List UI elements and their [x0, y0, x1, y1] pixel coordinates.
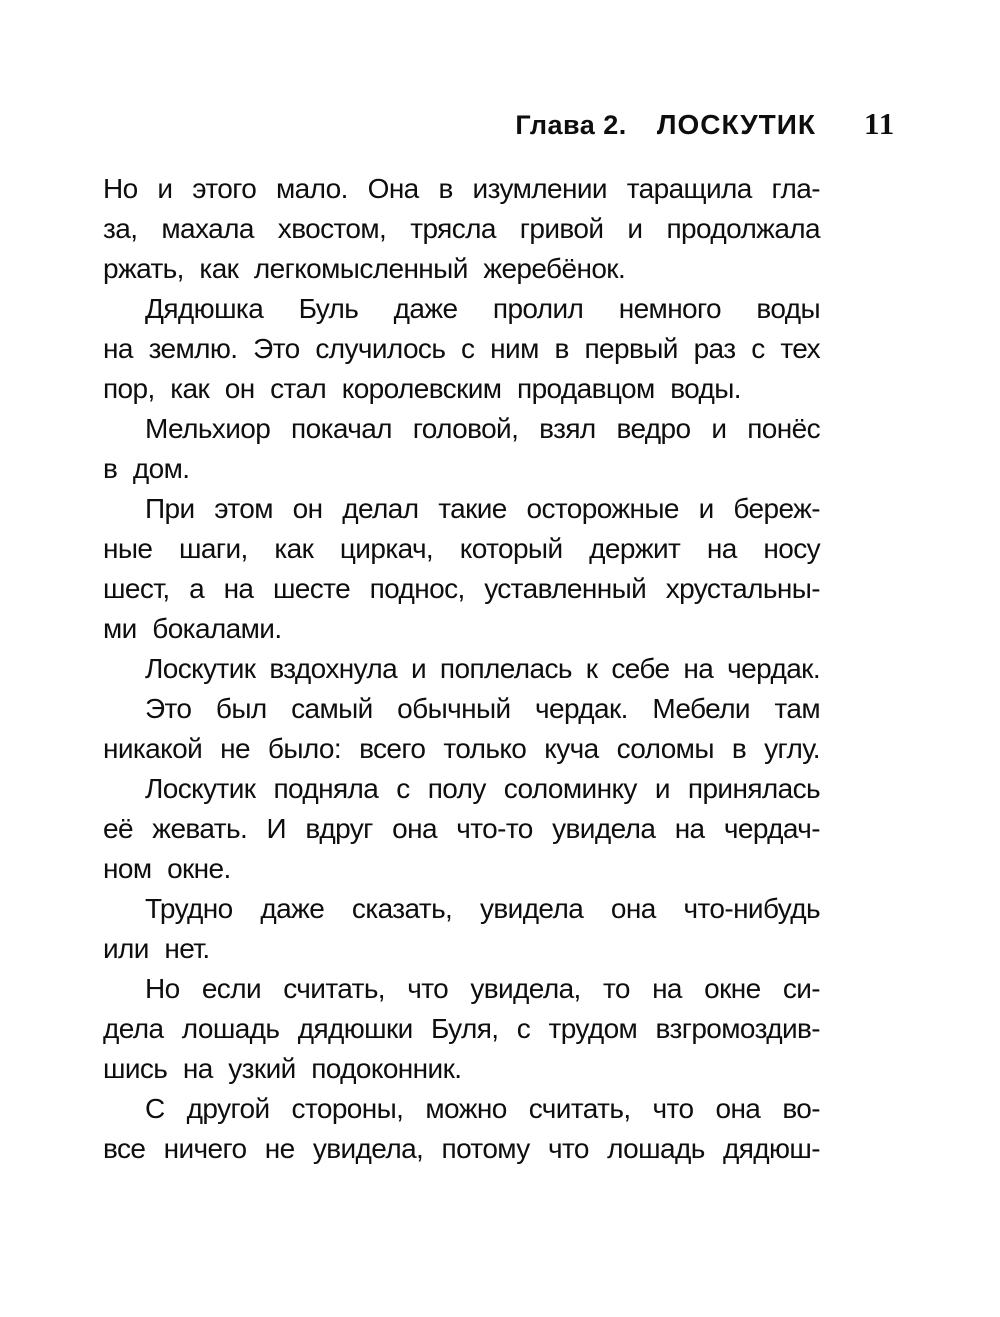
text-line: шись на узкий подоконник. [103, 1053, 462, 1084]
text-line: никакой не было: всего только куча соломы в углу. [103, 733, 820, 764]
paragraph [103, 409, 820, 489]
text-line: все ничего не увидела, потому что лошадь дядюш- [103, 1133, 820, 1164]
text-line: ржать, как легкомысленный жеребёнок. [103, 253, 626, 284]
page-body [103, 169, 820, 1169]
paragraph [103, 969, 820, 1089]
text-line: С другой стороны, можно считать, что она во- [145, 1093, 820, 1124]
paragraph [103, 289, 820, 409]
text-line: Дядюшка Буль даже пролил немного воды [145, 293, 820, 324]
text-line: ми бокалами. [103, 613, 282, 644]
paragraph [103, 689, 820, 769]
chapter-title: ЛОСКУТИК [656, 109, 816, 140]
text-line: ные шаги, как циркач, который держит на носу [103, 533, 820, 564]
text-line: Это был самый обычный чердак. Мебели там [145, 693, 820, 724]
text-line: дела лошадь дядюшки Буля, с трудом взгромоздив- [103, 1013, 820, 1044]
text-line: При этом он делал такие осторожные и береж- [145, 493, 820, 524]
text-line: Трудно даже сказать, увидела она что-нибудь [145, 893, 820, 924]
text-line: за, махала хвостом, трясла гривой и продолжала [103, 213, 820, 244]
text-line: пор, как он стал королевским продавцом воды. [103, 373, 741, 404]
page-number: 11 [864, 106, 896, 141]
paragraph [103, 769, 820, 889]
text-line: шест, а на шесте поднос, уставленный хрустальны- [103, 573, 820, 604]
text-line: на землю. Это случилось с ним в первый раз с тех [103, 333, 820, 364]
text-line: Лоскутик вздохнула и поплелась к себе на чердак. [145, 653, 820, 684]
text-line: Но и этого мало. Она в изумлении таращила гла- [103, 173, 820, 204]
text-line: в дом. [103, 453, 190, 484]
text-line: Лоскутик подняла с полу соломинку и принялась [145, 773, 820, 804]
chapter-number-label: Глава 2. [515, 110, 627, 140]
text-line: Мельхиор покачал головой, взял ведро и понёс [145, 413, 820, 444]
text-line: её жевать. И вдруг она что-то увидела на чердач- [103, 813, 820, 844]
paragraph [103, 649, 820, 689]
text-line: ном окне. [103, 853, 231, 884]
running-head [515, 111, 816, 139]
paragraph [103, 889, 820, 969]
paragraph [103, 169, 820, 289]
paragraph [103, 489, 820, 649]
text-line: или нет. [103, 933, 210, 964]
paragraph [103, 1089, 820, 1169]
text-line: Но если считать, что увидела, то на окне си- [145, 973, 820, 1004]
